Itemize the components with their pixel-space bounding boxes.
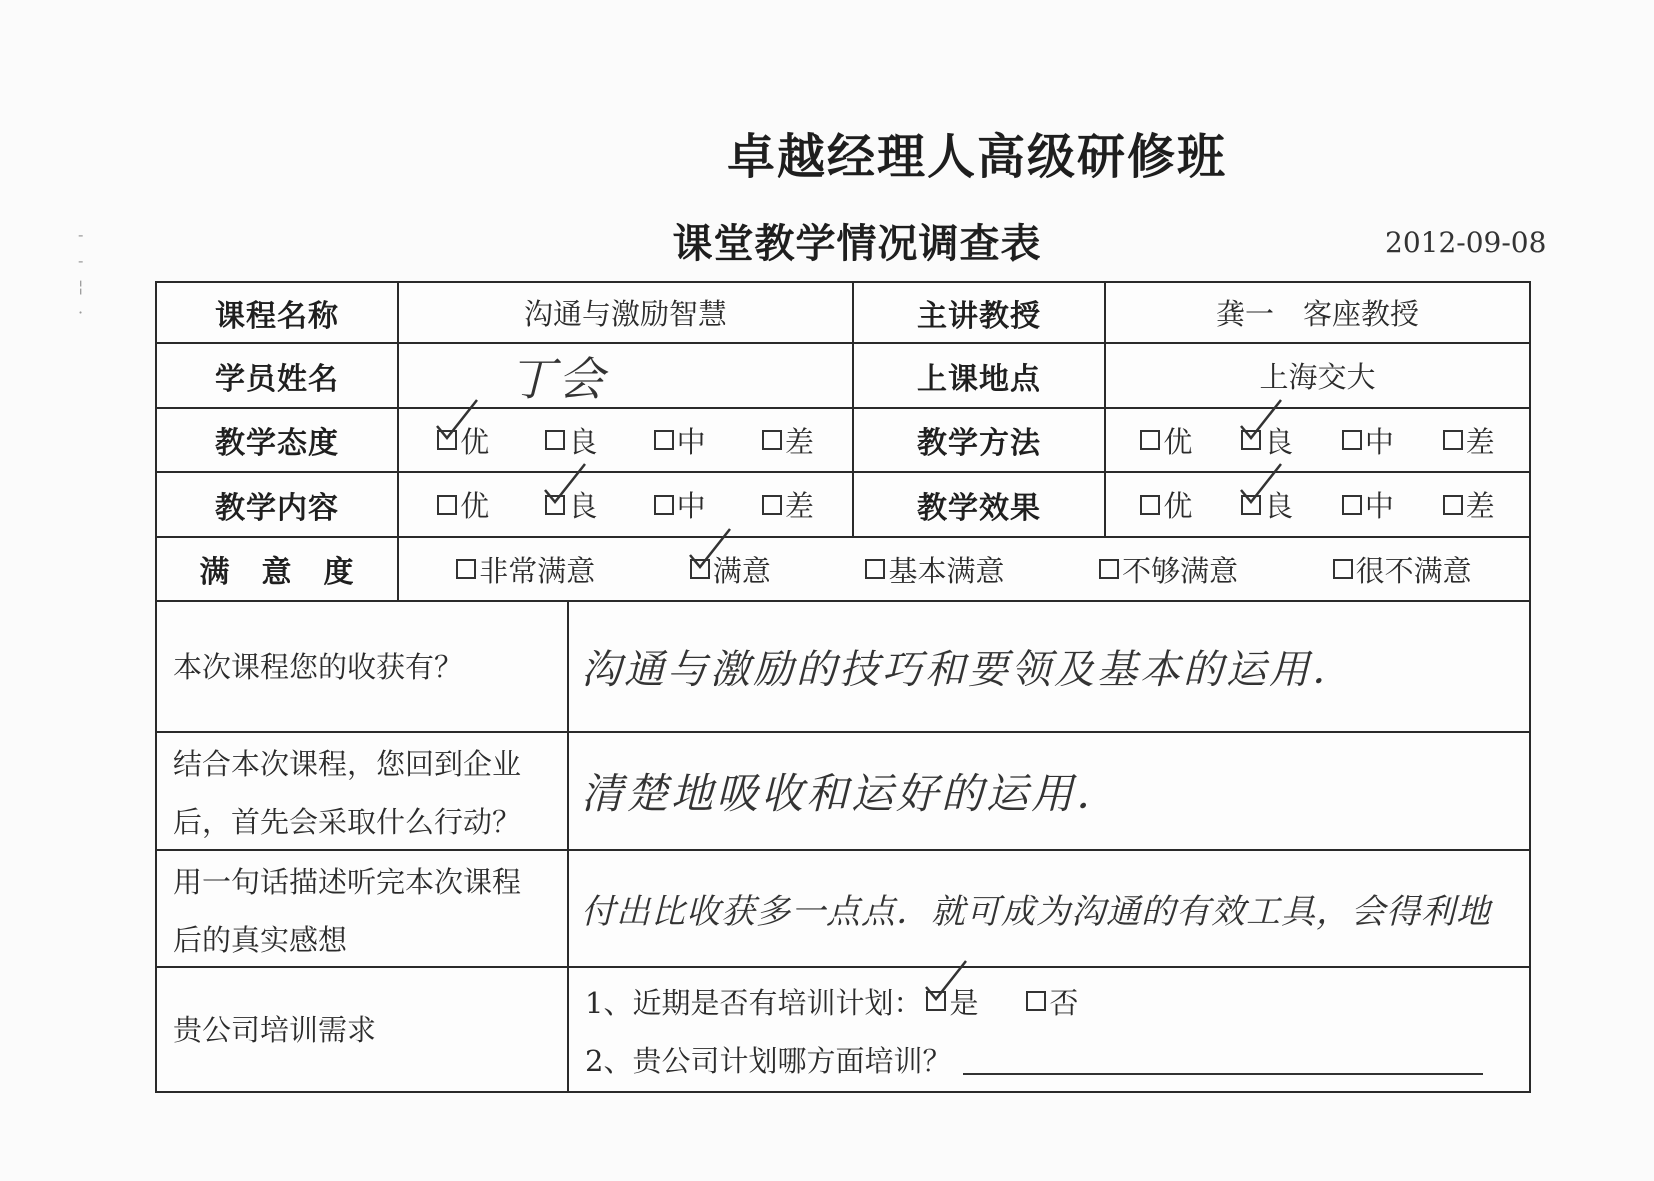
q2-label (157, 733, 569, 849)
attitude-option-good[interactable]: 良 (545, 420, 597, 461)
checkbox-icon (545, 430, 565, 450)
content-options (399, 473, 854, 536)
location-label: 上课地点 (854, 344, 1106, 407)
method-option-good[interactable]: 良 (1241, 420, 1293, 461)
student-signature: 丁会 (509, 351, 607, 406)
attitude-label: 教学态度 (157, 409, 399, 471)
q4-item1-text: 1、近期是否有培训计划： (585, 985, 923, 1020)
effect-option-excellent[interactable]: 优 (1140, 484, 1192, 525)
checkbox-icon (456, 559, 476, 579)
satisfaction-option-insufficient[interactable]: 不够满意 (1099, 549, 1238, 590)
q4-label: 贵公司培训需求 (157, 968, 569, 1091)
satisfaction-options (399, 538, 1529, 600)
q2-answer-cell[interactable] (569, 733, 1529, 849)
checkbox-icon (1241, 495, 1261, 515)
attitude-option-fair[interactable]: 中 (654, 420, 706, 461)
row-content (157, 473, 1529, 538)
checkbox-icon (437, 430, 457, 450)
satisfaction-option-basic[interactable]: 基本满意 (865, 549, 1004, 590)
content-option-good[interactable]: 良 (545, 484, 597, 525)
method-label: 教学方法 (854, 409, 1106, 471)
row-student (157, 344, 1529, 409)
student-label: 学员姓名 (157, 344, 399, 407)
checkbox-icon (654, 430, 674, 450)
attitude-options (399, 409, 854, 471)
checkbox-icon (1241, 430, 1261, 450)
professor-value[interactable]: 龚一 客座教授 (1215, 297, 1419, 331)
q4-item2-line (585, 1030, 1529, 1088)
training-plan-no[interactable]: 否 (1026, 981, 1078, 1022)
q1-answer: 沟通与激励的技巧和要领及基本的运用． (581, 647, 1355, 693)
satisfaction-label: 满 意 度 (157, 538, 399, 600)
q4-item2-answer-line[interactable] (963, 1043, 1483, 1075)
checkbox-icon (1333, 559, 1353, 579)
checkbox-icon (545, 495, 565, 515)
satisfaction-option-very[interactable]: 非常满意 (456, 549, 595, 590)
course-label: 课程名称 (157, 283, 399, 342)
method-option-poor[interactable]: 差 (1443, 420, 1495, 461)
content-label: 教学内容 (157, 473, 399, 536)
checkbox-icon (1443, 495, 1463, 515)
checkbox-icon (926, 991, 946, 1011)
margin-marks: ‐ ‐ ¦ · (78, 225, 84, 322)
row-attitude (157, 409, 1529, 473)
checkbox-icon (1140, 430, 1160, 450)
q2-answer: 清楚地吸收和运好的运用． (581, 769, 1122, 818)
row-q4 (157, 968, 1529, 1091)
form-date: 2012-09-08 (1385, 226, 1547, 259)
professor-label: 主讲教授 (854, 283, 1106, 342)
survey-form (155, 281, 1531, 1093)
checkbox-icon (762, 430, 782, 450)
course-value[interactable]: 沟通与激励智慧 (399, 283, 854, 342)
checkbox-icon (1342, 430, 1362, 450)
q4-item2-text: 2、贵公司计划哪方面培训？ (585, 1043, 952, 1078)
row-q1 (157, 602, 1529, 733)
q2-label-line2: 后，首先会采取什么行动？ (173, 805, 522, 839)
checkbox-icon (762, 495, 782, 515)
effect-options (1106, 473, 1529, 536)
method-options (1106, 409, 1529, 471)
q4-answer-cell (569, 968, 1529, 1091)
row-q2 (157, 733, 1529, 851)
checkbox-icon (690, 559, 710, 579)
checkbox-icon (1342, 495, 1362, 515)
q3-label-line1: 用一句话描述听完本次课程 (173, 865, 522, 899)
checkbox-icon (437, 495, 457, 515)
satisfaction-option-satisfied[interactable]: 满意 (690, 549, 771, 590)
checkbox-icon (654, 495, 674, 515)
satisfaction-option-very-unsatisfied[interactable]: 很不满意 (1333, 549, 1472, 590)
content-option-fair[interactable]: 中 (654, 484, 706, 525)
attitude-option-excellent[interactable]: 优 (437, 420, 489, 461)
method-option-fair[interactable]: 中 (1342, 420, 1394, 461)
q3-label-line2: 后的真实感想 (173, 923, 348, 957)
row-satisfaction (157, 538, 1529, 602)
q1-label: 本次课程您的收获有？ (157, 602, 569, 731)
q3-answer-cell[interactable] (569, 851, 1529, 966)
checkbox-icon (865, 559, 885, 579)
q3-answer: 付出比收获多一点点．就可成为沟通的有效工具，会得利地 (581, 892, 1491, 932)
checkbox-icon (1099, 559, 1119, 579)
content-option-excellent[interactable]: 优 (437, 484, 489, 525)
effect-option-good[interactable]: 良 (1241, 484, 1293, 525)
checkbox-icon (1026, 991, 1046, 1011)
checkbox-icon (1140, 495, 1160, 515)
row-q3 (157, 851, 1529, 968)
effect-option-fair[interactable]: 中 (1342, 484, 1394, 525)
content-option-poor[interactable]: 差 (762, 484, 814, 525)
effect-option-poor[interactable]: 差 (1443, 484, 1495, 525)
method-option-excellent[interactable]: 优 (1140, 420, 1192, 461)
form-subtitle: 课堂教学情况调查表 (672, 221, 1042, 267)
location-value[interactable]: 上海交大 (1259, 360, 1376, 394)
page-title: 卓越经理人高级研修班 (726, 129, 1227, 185)
checkbox-icon (1443, 430, 1463, 450)
effect-label: 教学效果 (854, 473, 1106, 536)
q1-answer-cell[interactable] (569, 602, 1529, 731)
student-value-cell[interactable] (399, 344, 854, 407)
q2-label-line1: 结合本次课程，您回到企业 (173, 747, 522, 781)
attitude-option-poor[interactable]: 差 (762, 420, 814, 461)
q3-label (157, 851, 569, 966)
training-plan-yes[interactable]: 是 (926, 981, 978, 1022)
q4-item1-line (585, 972, 1529, 1030)
row-course (157, 283, 1529, 344)
